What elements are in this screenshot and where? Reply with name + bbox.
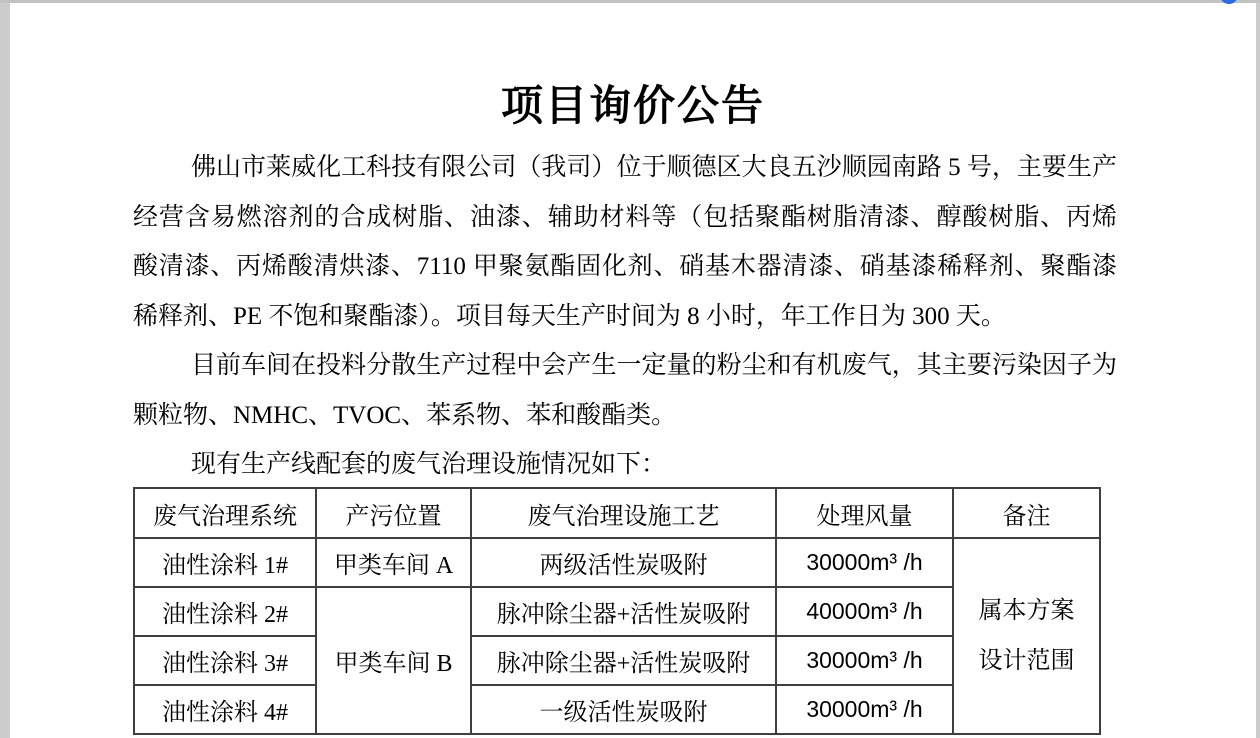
cell-system-2: 油性涂料 2# [134,587,316,636]
cell-airflow-1: 30000m³ /h [776,538,953,587]
body-line-4: 稀释剂、PE 不饱和聚酯漆）。项目每天生产时间为 8 小时，年工作日为 300 天。 [133,302,1006,330]
document-body [133,143,1117,490]
canvas-gutter-top [0,0,1260,3]
cell-location-b: 甲类车间 B [316,587,471,734]
cell-remark [953,538,1100,734]
cell-process-4: 一级活性炭吸附 [471,685,776,734]
cell-process-1: 两级活性炭吸附 [471,538,776,587]
waste-gas-table [133,487,1101,735]
table-row [134,538,1100,587]
cell-system-4: 油性涂料 4# [134,685,316,734]
cell-system-1: 油性涂料 1# [134,538,316,587]
body-line-1: 佛山市莱威化工科技有限公司（我司）位于顺德区大良五沙顺园南路 5 号，主要生产 [191,154,1117,181]
cell-airflow-4: 30000m³ /h [776,685,953,734]
col-header-location: 产污位置 [316,488,471,538]
col-header-remark: 备注 [953,488,1100,538]
col-header-airflow: 处理风量 [776,488,953,538]
page-title: 项目询价公告 [500,84,765,130]
canvas-gutter-right [1256,0,1260,738]
body-line-5: 目前车间在投料分散生产过程中会产生一定量的粉尘和有机废气，其主要污染因子为 [191,352,1117,379]
cell-airflow-3: 30000m³ /h [776,636,953,685]
cell-process-3: 脉冲除尘器+活性炭吸附 [471,636,776,685]
body-line-7: 现有生产线配套的废气治理设施情况如下： [191,451,667,478]
col-header-process: 废气治理设施工艺 [471,488,776,538]
canvas-gutter-left [0,0,10,738]
remark-line-1: 属本方案 [978,598,1075,624]
cell-airflow-2: 40000m³ /h [776,587,953,636]
document-page [10,3,1256,738]
col-header-system: 废气治理系统 [134,488,316,538]
cell-location-a: 甲类车间 A [316,538,471,587]
body-line-6: 颗粒物、NMHC、TVOC、苯系物、苯和酸酯类。 [133,401,677,429]
remark-line-2: 设计范围 [978,648,1075,674]
table-header-row [134,488,1100,538]
cell-system-3: 油性涂料 3# [134,636,316,685]
body-line-2: 经营含易燃溶剂的合成树脂、油漆、辅助材料等（包括聚酯树脂清漆、醇酸树脂、丙烯 [133,203,1117,231]
cell-process-2: 脉冲除尘器+活性炭吸附 [471,587,776,636]
body-line-3: 酸清漆、丙烯酸清烘漆、7110 甲聚氨酯固化剂、硝基木器清漆、硝基漆稀释剂、聚酯漆 [133,253,1117,280]
